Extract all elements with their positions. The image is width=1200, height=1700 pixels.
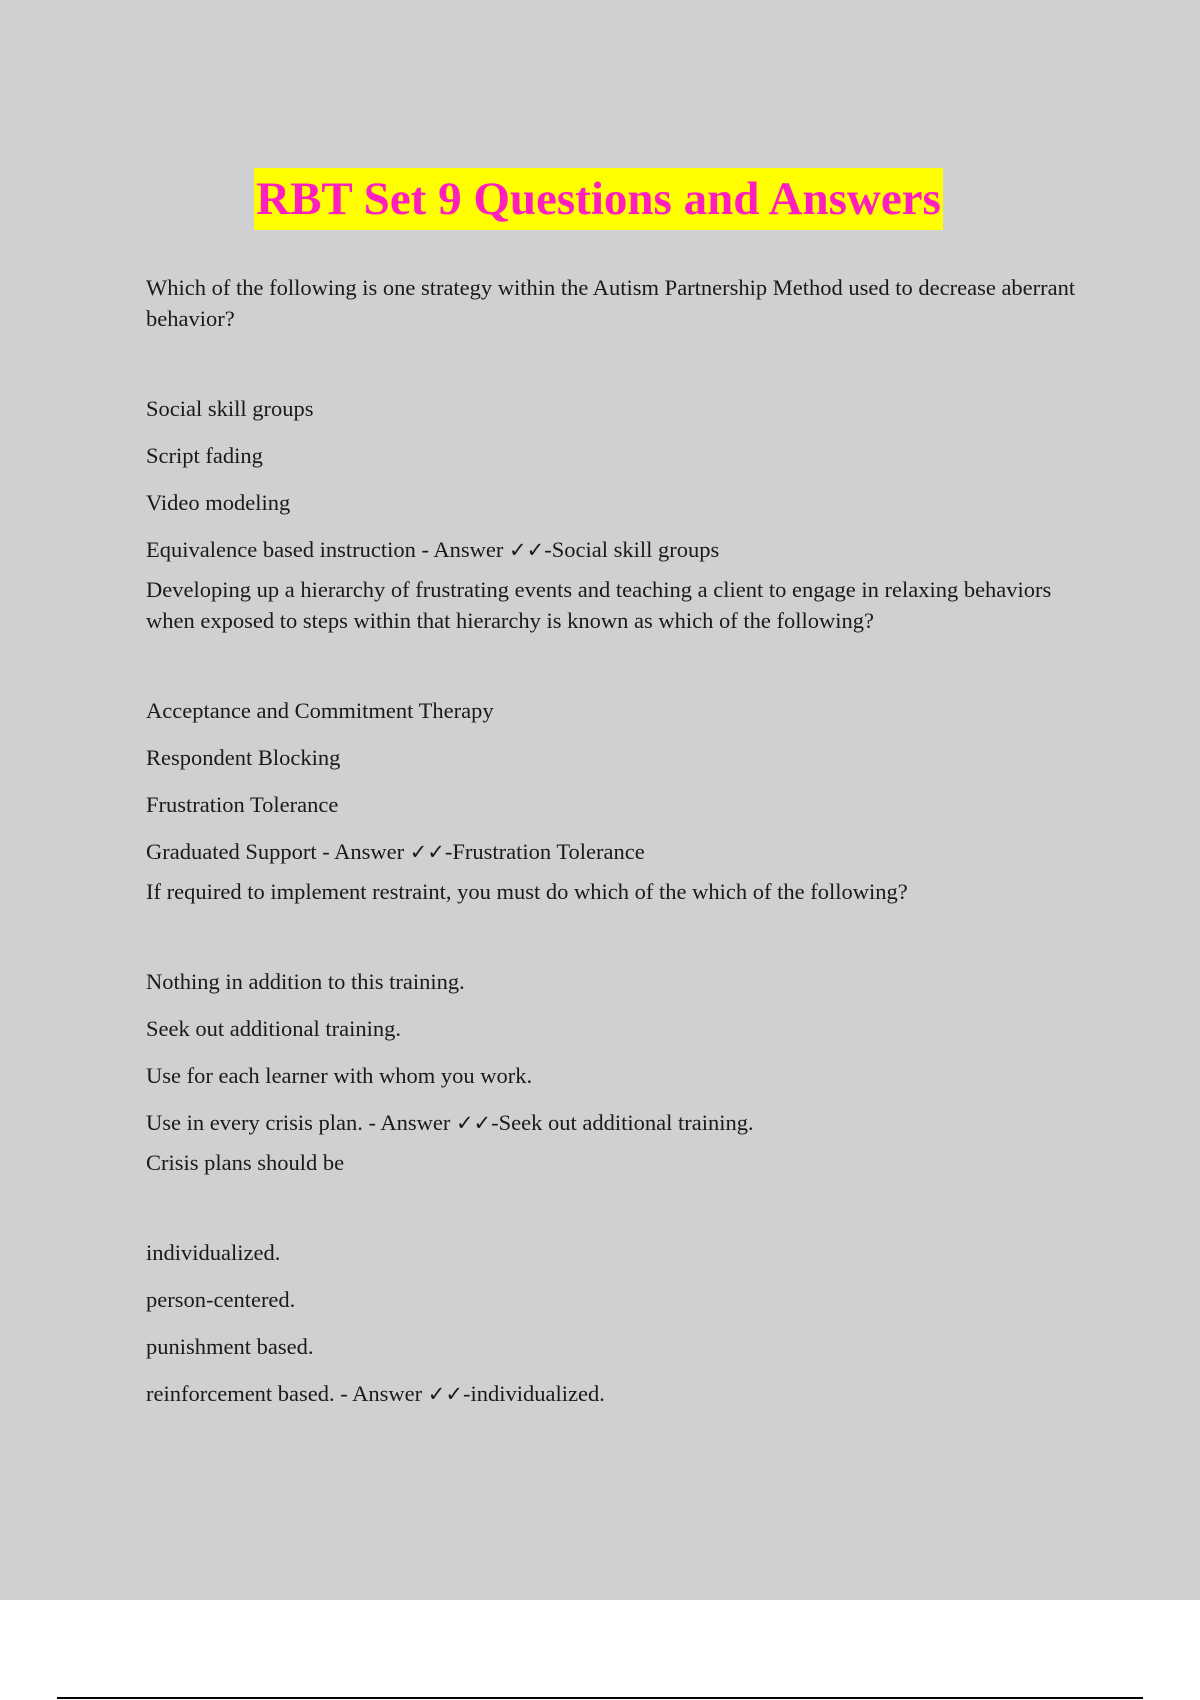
option-text: Equivalence based instruction [146, 537, 416, 562]
option-text: Respondent Blocking [146, 745, 341, 770]
option-text: Seek out additional training. [146, 1016, 401, 1041]
answer-text: -Seek out additional training. [491, 1110, 754, 1135]
option-text: Frustration Tolerance [146, 792, 339, 817]
question-text: If required to implement restraint, you must do which of the which of the following? [146, 879, 908, 904]
option-text: Social skill groups [146, 396, 314, 421]
option-text: person-centered. [146, 1287, 296, 1312]
answer-line [146, 1370, 1076, 1418]
qa-item [146, 1147, 1076, 1418]
answer-text: -Social skill groups [544, 537, 720, 562]
check-icon: ✓✓ [455, 1111, 492, 1135]
document-title: RBT Set 9 Questions and Answers [254, 168, 943, 230]
option-text: Graduated Support [146, 839, 317, 864]
qa-item [146, 574, 1076, 876]
title-row [0, 168, 1200, 230]
bottom-divider [57, 1697, 1143, 1699]
qa-item [146, 876, 1076, 1147]
check-icon: ✓✓ [409, 840, 445, 864]
answer-line [146, 1099, 1076, 1147]
option-text: Script fading [146, 443, 263, 468]
answer-prefix: - Answer [362, 1110, 456, 1135]
check-icon: ✓✓ [427, 1382, 463, 1406]
option-text: Acceptance and Commitment Therapy [146, 698, 494, 723]
check-icon: ✓✓ [509, 538, 545, 562]
answer-line [146, 526, 1076, 574]
option-text: Video modeling [146, 490, 291, 515]
question-text: Crisis plans should be [146, 1150, 345, 1175]
option-text: punishment based. [146, 1334, 314, 1359]
answer-line [146, 828, 1076, 876]
qa-item [146, 272, 1076, 574]
qa-content [146, 272, 1076, 1418]
question-text: Which of the following is one strategy within the Autism Partnership Method used to decrease aberrant behavior? [146, 275, 1076, 331]
question-text: Developing up a hierarchy of frustrating events and teaching a client to engage in relaxing behaviors when exposed to steps within that hierarchy is known as which of the following? [146, 577, 1052, 633]
answer-prefix: - Answer [415, 537, 510, 562]
option-text: Nothing in addition to this training. [146, 969, 465, 994]
answer-text: -Frustration Tolerance [444, 839, 645, 864]
option-text: Use for each learner with whom you work. [146, 1063, 533, 1088]
option-text: Use in every crisis plan. [146, 1110, 363, 1135]
option-text: individualized. [146, 1240, 281, 1265]
answer-prefix: - Answer [316, 839, 410, 864]
option-text: reinforcement based. [146, 1381, 335, 1406]
answer-text: -individualized. [462, 1381, 605, 1406]
answer-prefix: - Answer [334, 1381, 428, 1406]
